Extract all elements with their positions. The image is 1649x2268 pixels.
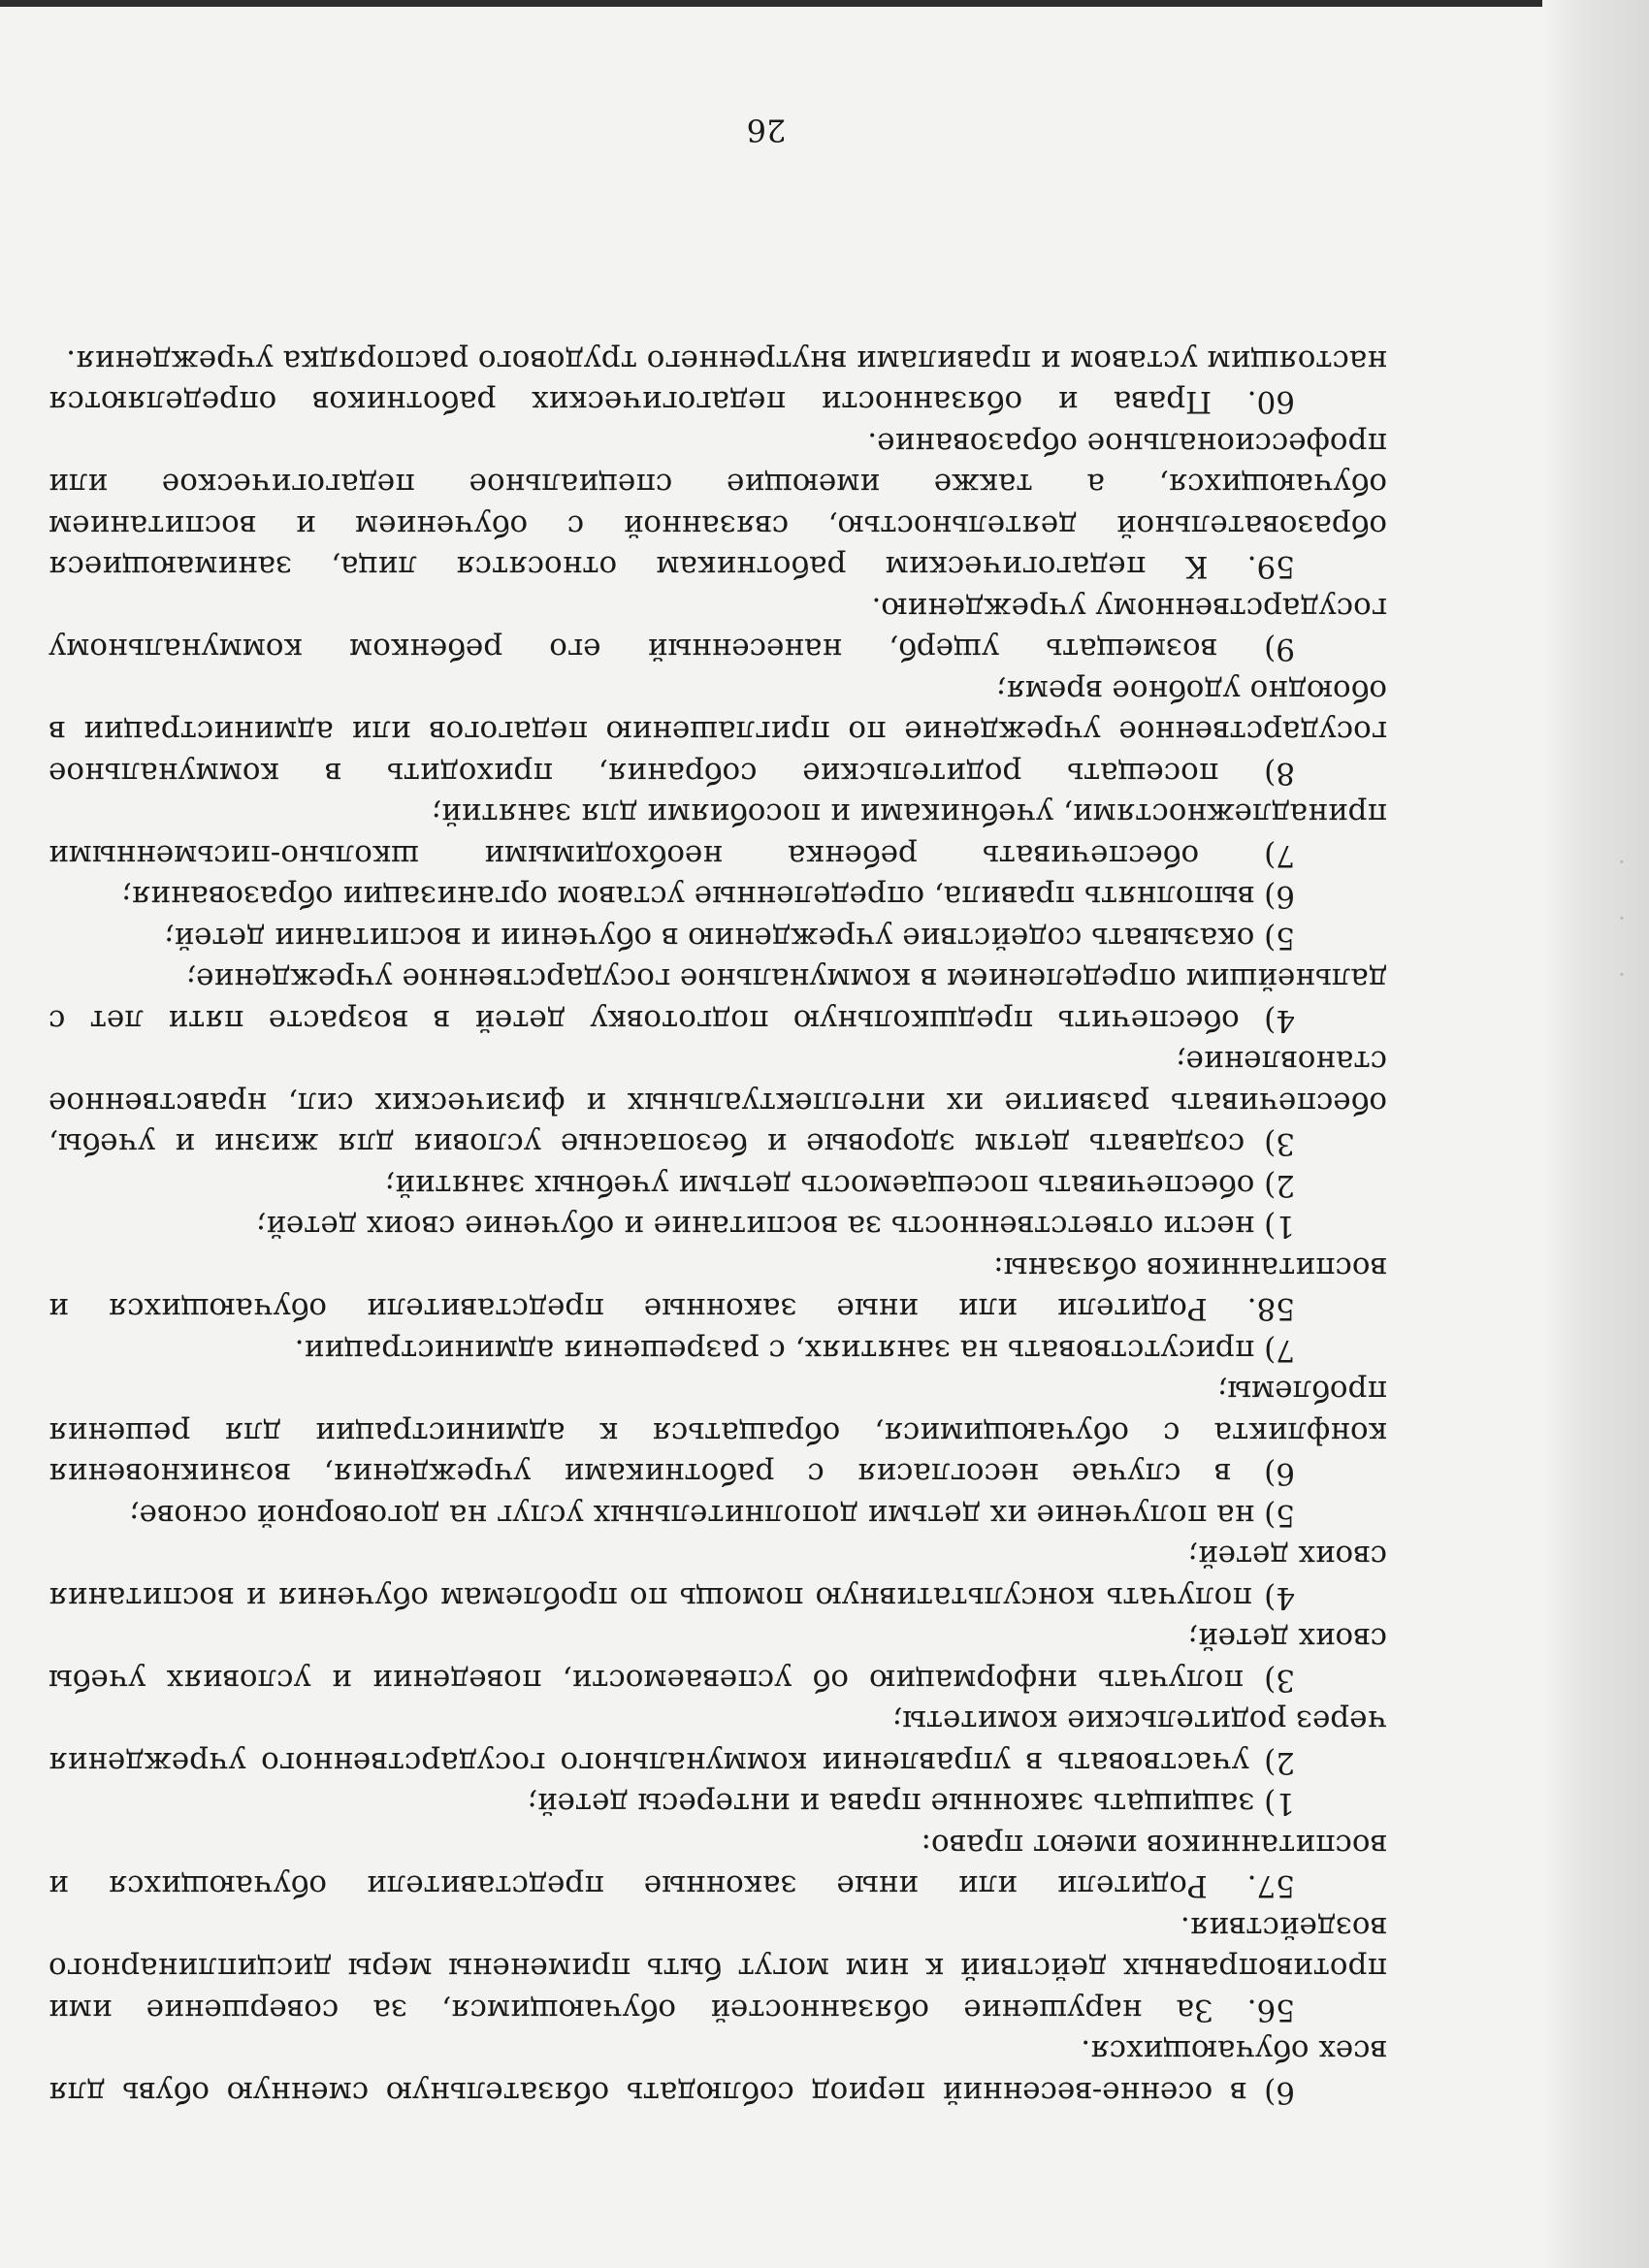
list-item: 6) выполнять правила, определенные уставом организации образования; xyxy=(121,879,1295,915)
list-item: 3) создавать детям здоровые и безопасные условия для жизни и учебы, обеспечивать развитие их интеллектуальных и физических сил, нравственное становление; xyxy=(48,1044,1387,1162)
list-item: 4) обеспечить предшкольную подготовку детей в возрасте пяти лет с дальнейшим определением в коммунальное государственное учреждение; xyxy=(48,961,1387,1038)
list-item: 9) возмещать ущерб, нанесенный его ребенком коммунальному государственному учреждению. xyxy=(48,591,1387,667)
list-item: 5) оказывать содействие учреждению в обучении и воспитании детей; xyxy=(164,921,1295,956)
list-item: 2) обеспечивать посещаемость детьми учебных занятий; xyxy=(384,1168,1295,1203)
paragraph-57: 57. Родители или иные законные представители обучающихся и воспитанников имеют право: xyxy=(48,1828,1387,1904)
page-number: 26 xyxy=(746,112,787,148)
list-item: 2) участвовать в управлении коммунального государственного учреждения через родительские комитеты; xyxy=(48,1703,1387,1780)
paragraph-59: 59. К педагогическим работникам относятся лица, занимающиеся образовательной деятельностью, связанной с обучением и воспитанием обучающихся, а также имеющие специальное педагогическое или профессиональное образование. xyxy=(48,426,1387,585)
list-item: 7) обеспечивать ребенка необходимыми школьно-письменными принадлежностями, учебниками и пособиями для занятий; xyxy=(48,796,1387,873)
list-item: 5) на получение их детьми дополнительных услуг на договорной основе; xyxy=(129,1498,1295,1533)
bleed-through-marks: · · · xyxy=(1618,849,1626,988)
list-item: 8) посещать родительские собрания, приходить в коммунальное государственное учреждение по приглашению педагогов или администрации в обоюдно удобное время; xyxy=(48,673,1387,791)
page-binding-shadow xyxy=(1542,0,1649,2268)
paragraph-58: 58. Родители или иные законные представители обучающихся и воспитанников обязаны: xyxy=(48,1250,1387,1327)
paragraph-56: 56. За нарушение обязанностей обучающимся, за совершение ими противоправных действий к ним могут быть применены меры дисциплинарного воздействия. xyxy=(48,1910,1387,2027)
list-item: 4) получать консультативную помощь по проблемам обучения и воспитания своих детей; xyxy=(48,1539,1387,1615)
list-item: 3) получать информацию об успеваемости, поведении и условиях учебы своих детей; xyxy=(48,1621,1387,1698)
paragraph-6-shoes: 6) в осенне-весенний период соблюдать обязательную сменную обувь для всех обучающихся. xyxy=(48,2033,1387,2110)
paragraph-60: 60. Права и обязанности педагогических работников определяются настоящим уставом и правилами внутреннего трудового распорядка учреждения. xyxy=(48,343,1387,420)
list-item: 1) защищать законные права и интересы детей; xyxy=(527,1786,1295,1822)
list-item: 7) присутствовать на занятиях, с разрешения администрации. xyxy=(294,1333,1295,1368)
list-item: 6) в случае несогласия с работниками учреждения, возникновения конфликта с обучающимися, обращаться к администрации для решения проблемы; xyxy=(48,1374,1387,1492)
body-text xyxy=(48,340,1387,2114)
list-item: 1) нести ответственность за воспитание и обучение своих детей; xyxy=(255,1209,1295,1245)
